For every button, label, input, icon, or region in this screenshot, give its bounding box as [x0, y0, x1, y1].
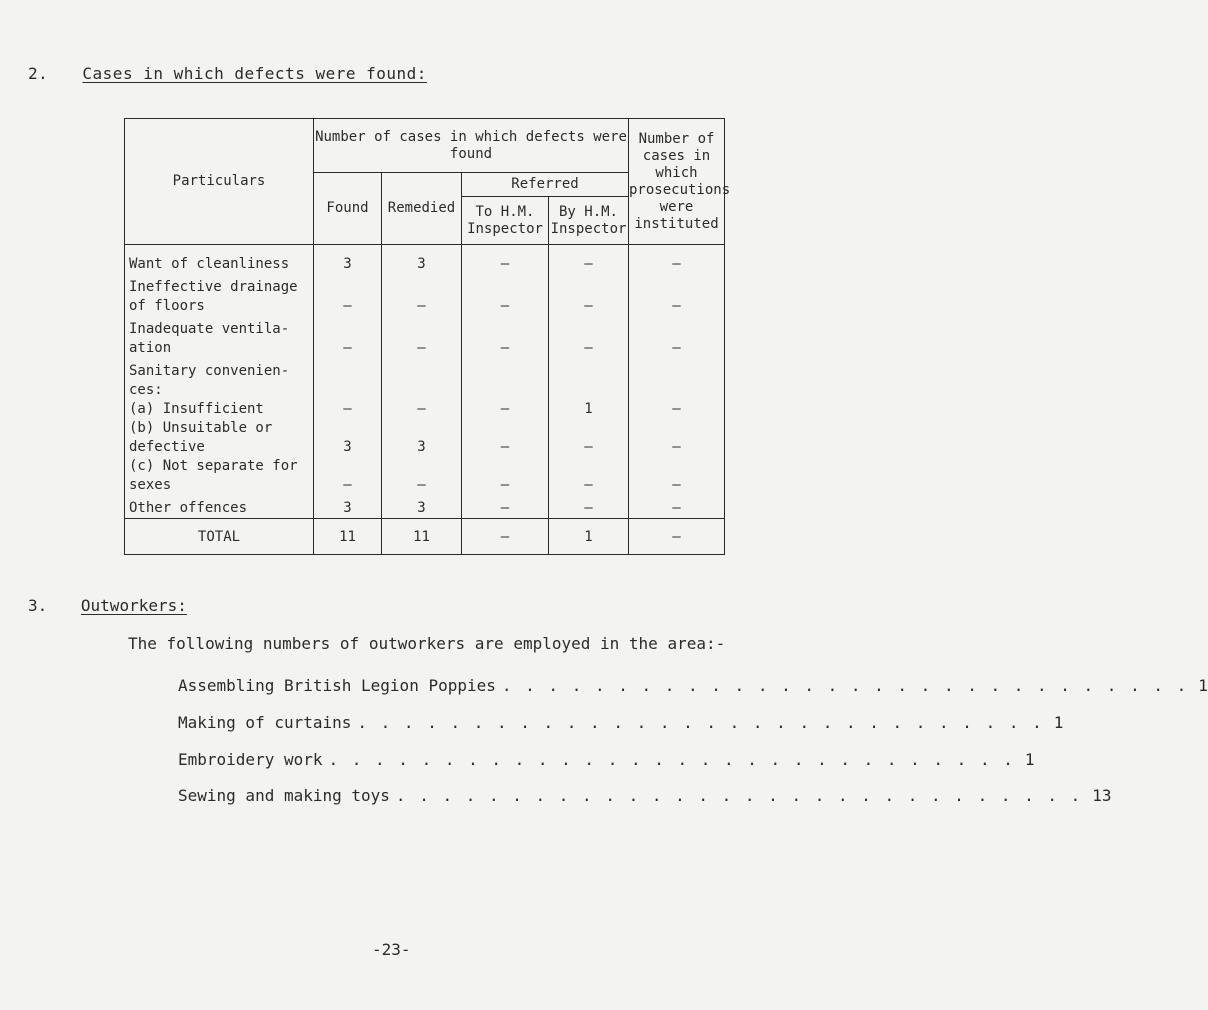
remedied-column: 3 – – – 3 – 3 — [382, 245, 462, 519]
total-row — [125, 519, 725, 555]
section-title: Cases in which defects were found: — [82, 64, 427, 83]
section-number: 3. — [28, 596, 48, 615]
by-hm-column: – – – 1 – – – — [549, 245, 629, 519]
list-item: Embroidery work . . . . . . . . . . . . . . . . . . . . . . . . . . . . . . 1 — [178, 750, 1035, 769]
header-prosecutions: Number of cases in which prosecutions were instituted — [629, 119, 725, 245]
list-item: Making of curtains . . . . . . . . . . . . . . . . . . . . . . . . . . . . . . 1 — [178, 713, 1064, 732]
total-label: TOTAL — [125, 519, 314, 555]
page-number: -23- — [372, 940, 411, 959]
section-number: 2. — [28, 64, 49, 83]
total-found: 11 — [314, 519, 382, 555]
row-ineffective-drainage: Ineffective drainage of floors — [129, 279, 298, 314]
section-title: Outworkers: — [80, 596, 187, 615]
outworkers-intro: The following numbers of outworkers are employed in the area:- — [128, 634, 726, 653]
table-body-rows — [125, 245, 725, 519]
particulars-cell — [125, 245, 314, 519]
list-item: Sewing and making toys . . . . . . . . . . . . . . . . . . . . . . . . . . . . . . 13 — [178, 786, 1112, 805]
list-item: Assembling British Legion Poppies . . . . . . . . . . . . . . . . . . . . . . . . . . . . . . 1 — [178, 676, 1208, 695]
section-2-heading — [28, 64, 427, 83]
header-referred: Referred — [462, 173, 629, 197]
defects-table — [124, 118, 731, 555]
header-particulars: Particulars — [125, 119, 314, 245]
section-3-heading — [28, 596, 187, 615]
total-prosecutions: – — [629, 519, 725, 555]
row-sanitary-conveniences: Sanitary convenien- ces: — [129, 363, 290, 398]
row-other-offences: Other offences — [129, 500, 248, 516]
header-to-hm-inspector: To H.M. Inspector — [462, 197, 549, 245]
found-column: 3 – – – 3 – 3 — [314, 245, 382, 519]
to-hm-column: – – – – – – – — [462, 245, 549, 519]
header-by-hm-inspector: By H.M. Inspector — [549, 197, 629, 245]
row-sanitary-b: (b) Unsuitable or defective — [129, 420, 273, 455]
total-remedied: 11 — [382, 519, 462, 555]
row-sanitary-c: (c) Not separate for sexes — [129, 458, 298, 493]
row-inadequate-ventilation: Inadequate ventila- ation — [129, 321, 290, 356]
row-want-of-cleanliness: Want of cleanliness — [129, 256, 290, 272]
row-sanitary-a: (a) Insufficient — [129, 401, 264, 417]
total-by-hm: 1 — [549, 519, 629, 555]
header-remedied: Remedied — [382, 173, 462, 245]
header-found: Found — [314, 173, 382, 245]
prosecutions-column: – – – – – – – — [629, 245, 725, 519]
total-to-hm: – — [462, 519, 549, 555]
header-number-of-cases: Number of cases in which defects were found — [314, 119, 629, 173]
